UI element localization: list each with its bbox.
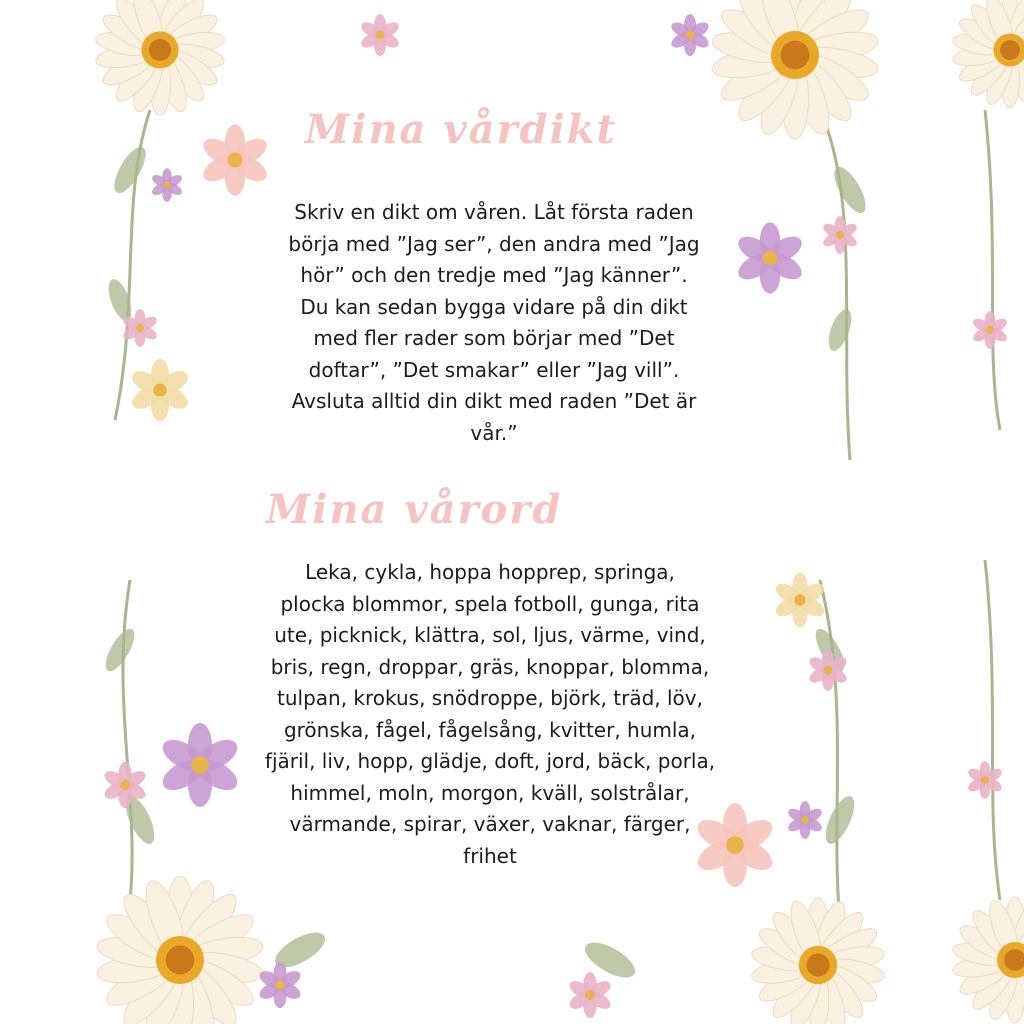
yellow-flower bbox=[128, 359, 192, 422]
instruction-line: Avsluta alltid din dikt med raden ”Det är bbox=[291, 389, 697, 413]
daisy bbox=[750, 898, 886, 1024]
leaf bbox=[108, 142, 151, 197]
word-list-line: frihet bbox=[463, 843, 517, 868]
daisy bbox=[952, 0, 1024, 108]
pink-flower bbox=[971, 311, 1009, 349]
pink-flower bbox=[567, 972, 614, 1018]
daisy bbox=[710, 0, 880, 139]
word-list-line: tulpan, krokus, snödroppe, björk, träd, löv, bbox=[277, 686, 703, 710]
purple-flower bbox=[734, 222, 806, 293]
word-list-line: grönska, fågel, fågelsång, kvitter, humla, bbox=[283, 717, 697, 742]
instruction-line: hör” och den tredje med ”Jag känner”. bbox=[300, 263, 688, 287]
instruction-line: doftar”, ”Det smakar” eller ”Jag vill”. bbox=[308, 357, 680, 382]
word-list-line: Leka, cykla, hoppa hopprep, springa, bbox=[305, 560, 675, 584]
leaf bbox=[824, 306, 856, 354]
peach-flower bbox=[199, 124, 271, 195]
daisy bbox=[95, 876, 265, 1024]
instruction-line: Skriv en dikt om våren. Låt första raden bbox=[294, 200, 694, 224]
poem-instructions bbox=[244, 197, 744, 449]
pink-flower bbox=[359, 14, 401, 56]
purple-flower bbox=[257, 962, 304, 1008]
word-list-line: fjäril, liv, hopp, glädje, doft, jord, bäck, porla, bbox=[264, 749, 716, 773]
stem bbox=[820, 110, 850, 460]
leaf bbox=[828, 162, 871, 217]
words-heading: Mina vårord bbox=[266, 486, 563, 533]
daisy bbox=[94, 0, 226, 115]
purple-flower bbox=[786, 801, 824, 839]
word-list-line: ute, picknick, klättra, sol, ljus, värme, vind, bbox=[274, 623, 706, 647]
instruction-line: vår.” bbox=[470, 420, 518, 445]
stem bbox=[985, 110, 1000, 430]
leaf bbox=[820, 792, 860, 848]
purple-flower bbox=[669, 14, 711, 56]
spring-words-list bbox=[230, 557, 750, 872]
word-list-line: bris, regn, droppar, gräs, knoppar, blomma, bbox=[270, 654, 710, 679]
poem-heading: Mina vårdikt bbox=[305, 106, 617, 153]
stem bbox=[985, 560, 1000, 900]
pink-flower bbox=[821, 216, 859, 254]
word-list-line: himmel, moln, morgon, kväll, solstrålar, bbox=[290, 780, 690, 805]
word-list-line: plocka blommor, spela fotboll, gunga, rita bbox=[280, 591, 700, 616]
leaf bbox=[100, 625, 140, 676]
instruction-line: börja med ”Jag ser”, den andra med ”Jag bbox=[288, 231, 700, 256]
daisy bbox=[951, 897, 1024, 1023]
instruction-line: med fler rader som börjar med ”Det bbox=[313, 326, 675, 350]
purple-flower bbox=[150, 168, 184, 202]
instruction-line: Du kan sedan bygga vidare på din dikt bbox=[300, 294, 688, 319]
pink-flower bbox=[102, 762, 149, 808]
stem bbox=[123, 580, 132, 900]
leaf bbox=[104, 276, 136, 324]
pink-flower bbox=[966, 761, 1004, 799]
word-list-line: värmande, spirar, växer, vaknar, färger, bbox=[289, 812, 691, 836]
